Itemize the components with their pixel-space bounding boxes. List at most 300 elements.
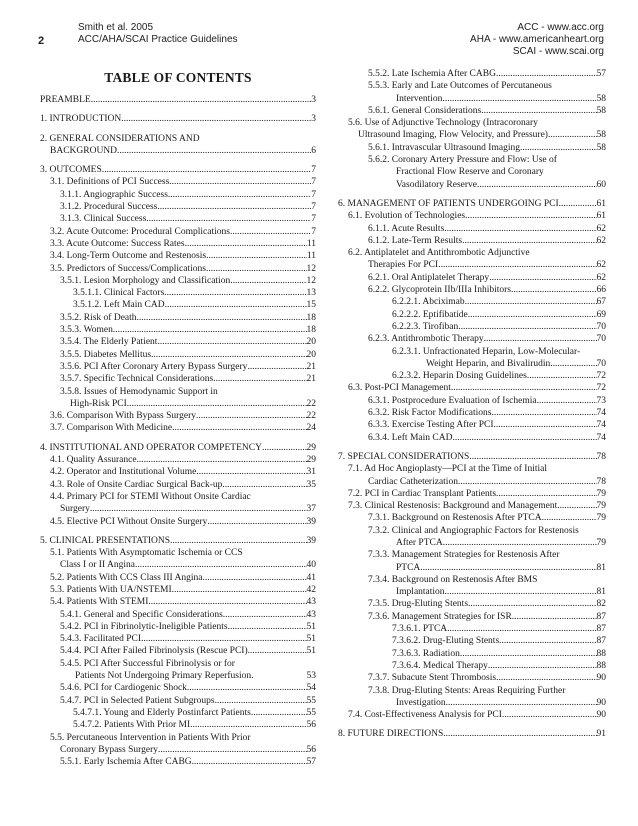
running-header-right (470, 22, 604, 58)
toc-entry-title: 6.1.1. Acute Results (368, 223, 445, 234)
toc-entry-page: 90 (596, 697, 606, 708)
toc-entry-page: 53 (306, 671, 316, 682)
toc-entry-page: 78 (596, 451, 606, 462)
toc-entry-page: 18 (306, 325, 316, 336)
toc-entry (40, 454, 316, 466)
toc-leader-dots (465, 210, 596, 222)
toc-entry (338, 500, 606, 512)
toc-entry-title: Vasodilatory Reserve (396, 179, 477, 190)
toc-entry-title: 7.3.8. Drug-Eluting Stents: Areas Requiring Further (368, 685, 566, 696)
toc-entry-page: 74 (596, 408, 606, 419)
toc-entry (338, 370, 606, 382)
toc-entry-title: PREAMBLE (40, 95, 91, 105)
toc-entry-title: 6.2.2.3. Tirofiban (392, 321, 459, 332)
toc-entry (40, 503, 316, 515)
toc-leader-dots (251, 707, 307, 719)
toc-entry (40, 695, 316, 707)
toc-entry-page: 74 (596, 432, 606, 443)
toc-entry (338, 247, 606, 259)
toc-entry (40, 707, 316, 719)
toc-leader-dots (511, 284, 597, 296)
toc-entry (40, 732, 316, 744)
toc-entry-title: 6.2.2. Glycoprotein IIb/IIIa Inhibitors (368, 285, 511, 296)
toc-entry-page: 69 (596, 309, 606, 320)
toc-leader-dots (489, 272, 596, 284)
toc-entry-page: 12 (306, 263, 316, 274)
toc-entry (338, 672, 606, 684)
toc-entry-title: Implantation (396, 587, 445, 598)
toc-entry-page: 11 (306, 251, 316, 262)
toc-leader-dots (190, 719, 306, 731)
toc-entry-title: 6.3.3. Exercise Testing After PCI (368, 420, 494, 431)
toc-entry-title: 5.4.2. PCI in Fibrinolytic-Ineligible Patients (60, 621, 228, 632)
toc-entry (338, 309, 606, 321)
toc-entry-page: 79 (596, 513, 606, 524)
toc-entry (338, 198, 606, 210)
toc-entry-page: 55 (306, 695, 316, 706)
toc-leader-dots (443, 728, 596, 740)
toc-entry (338, 525, 606, 537)
toc-entry (338, 611, 606, 623)
toc-entry-title: 3.2. Acute Outcome: Procedural Complications (50, 226, 230, 237)
toc-entry (40, 491, 316, 503)
toc-entry-title: 7.2. PCI in Cardiac Transplant Patients (348, 488, 497, 499)
toc-entry-title: 7.3.6.1. PTCA (392, 624, 448, 635)
toc-leader-dots (121, 113, 311, 125)
toc-entry-title: Weight Heparin, and Bivalirudin (426, 358, 551, 369)
toc-leader-dots (520, 142, 597, 154)
toc-entry (40, 386, 316, 398)
toc-entry (40, 133, 316, 145)
toc-entry (338, 346, 606, 358)
toc-entry-page: 21 (306, 374, 316, 385)
toc-entry-title: 5.4.1. General and Specific Considerations (60, 609, 223, 620)
toc-entry (40, 324, 316, 336)
toc-leader-dots (207, 516, 306, 528)
toc-entry-page: 7 (311, 226, 316, 237)
toc-entry (338, 210, 606, 222)
toc-leader-dots (148, 596, 306, 608)
toc-entry-title: 6.2.2.2. Eptifibatide (392, 309, 468, 320)
toc-entry-page: 70 (596, 358, 606, 369)
toc-leader-dots (135, 559, 307, 571)
toc-entry-page: 91 (596, 729, 606, 740)
toc-entry-title: 3.7. Comparison With Medicine (50, 423, 173, 434)
toc-entry-title: 3.5.1.1. Clinical Factors (73, 288, 165, 299)
toc-entry-page: 88 (596, 648, 606, 659)
toc-entry (338, 512, 606, 524)
toc-entry-title: PTCA (396, 562, 421, 573)
toc-entry-title: 1. INTRODUCTION (40, 114, 122, 125)
toc-entry-title: 3.1. Definitions of PCI Success (50, 177, 170, 188)
toc-entry-title: 7.3.2. Clinical and Angiographic Factors for Restenosis (368, 525, 579, 536)
toc-entry (40, 584, 316, 596)
toc-leader-dots (465, 296, 597, 308)
toc-entry-title: 6.2.2.1. Abciximab (392, 297, 465, 308)
toc-leader-dots (496, 672, 596, 684)
toc-leader-dots (447, 623, 596, 635)
toc-entry-title: 5.4.7. PCI in Selected Patient Subgroups (60, 695, 215, 706)
toc-leader-dots (496, 488, 596, 500)
toc-entry-title: 5.3. Patients With UA/NSTEMI (50, 584, 172, 595)
toc-entry (40, 287, 316, 299)
toc-entry-title: Patients Not Undergoing Primary Reperfusion. (75, 671, 254, 682)
toc-entry (338, 549, 606, 561)
toc-entry-title: 7. SPECIAL CONSIDERATIONS (338, 451, 470, 462)
toc-leader-dots (206, 250, 307, 262)
toc-entry (40, 559, 316, 571)
toc-leader-dots (262, 442, 307, 454)
toc-entry-title: 7.3.3. Management Strategies for Restenosis After (368, 550, 560, 561)
toc-entry-title: 6.2. Antiplatelet and Antithrombotic Adjunctive (348, 248, 530, 259)
toc-entry-title: 7.4. Cost-Effectiveness Analysis for PCI (348, 710, 502, 721)
toc-entry (338, 235, 606, 247)
toc-entry-page: 22 (306, 398, 316, 409)
toc-entry-title: 6.3.2. Risk Factor Modifications (368, 408, 492, 419)
toc-entry-page: 40 (306, 560, 316, 571)
toc-entry-title: 6.3. Post-PCI Management (348, 383, 451, 394)
toc-entry-title: 5.5.2. Late Ischemia After CABG (368, 69, 496, 79)
toc-entry-title: 6.1. Evolution of Technologies (348, 211, 466, 222)
toc-leader-dots (90, 503, 307, 515)
toc-leader-dots (203, 572, 307, 584)
toc-entry (40, 682, 316, 694)
toc-leader-dots (172, 584, 307, 596)
toc-entry-title: 6. MANAGEMENT OF PATIENTS UNDERGOING PCI (338, 198, 559, 209)
toc-leader-dots (230, 275, 306, 287)
toc-leader-dots (442, 93, 596, 105)
header-journal: ACC/AHA/SCAI Practice Guidelines (78, 34, 238, 45)
toc-entry (338, 476, 606, 488)
toc-leader-dots (247, 361, 306, 373)
toc-leader-dots (550, 358, 596, 370)
toc-entry-page: 12 (306, 275, 316, 286)
toc-entry (338, 321, 606, 333)
toc-entry-page: 3 (311, 114, 316, 125)
header-site-aha: AHA - www.americanheart.org (470, 34, 604, 45)
toc-entry (40, 176, 316, 188)
toc-entry (338, 562, 606, 574)
toc-leader-dots (185, 238, 307, 250)
toc-entry-title: Fractional Flow Reserve and Coronary (396, 167, 544, 178)
toc-entry-page: 51 (306, 621, 316, 632)
toc-entry-page: 81 (596, 562, 606, 573)
toc-entry (40, 373, 316, 385)
toc-entry (338, 660, 606, 672)
toc-entry-page: 43 (306, 597, 316, 608)
toc-entry-page: 7 (311, 202, 316, 213)
toc-entry-title: 3. OUTCOMES (40, 165, 102, 176)
toc-entry-page: 56 (306, 720, 316, 731)
toc-entry-title: After PTCA (396, 537, 443, 548)
toc-entry-title: 3.1.2. Procedural Success (60, 202, 158, 213)
toc-column-right (338, 68, 606, 741)
toc-entry-title: 4. INSTITUTIONAL AND OPERATOR COMPETENCY (40, 442, 262, 453)
toc-entry-title: Investigation (396, 697, 446, 708)
toc-leader-dots (164, 287, 306, 299)
toc-entry-page: 56 (306, 744, 316, 755)
toc-leader-dots (438, 259, 596, 271)
toc-entry-page: 42 (306, 584, 316, 595)
toc-entry-title: 5.6.1. Intravascular Ultrasound Imaging (368, 142, 520, 153)
toc-entry-title: 7.3.5. Drug-Eluting Stents (368, 599, 469, 610)
toc-entry-page: 87 (596, 624, 606, 635)
toc-entry-page: 62 (596, 223, 606, 234)
toc-leader-dots (223, 609, 307, 621)
toc-entry-title: 4.5. Elective PCI Without Onsite Surgery (50, 516, 208, 527)
toc-entry (40, 263, 316, 275)
toc-entry (338, 395, 606, 407)
toc-entry (338, 648, 606, 660)
toc-leader-dots (172, 422, 306, 434)
toc-entry (40, 756, 316, 768)
toc-entry-title: 5.6. Use of Adjunctive Technology (Intracoronary (348, 118, 538, 129)
toc-entry (338, 463, 606, 475)
toc-entry (40, 275, 316, 287)
toc-entry (338, 93, 606, 105)
toc-leader-dots (157, 336, 306, 348)
toc-entry-title: Therapies For PCI (368, 260, 439, 271)
toc-entry (338, 488, 606, 500)
toc-entry-title: 5.5.1. Early Ischemia After CABG (60, 757, 192, 768)
toc-entry-title: Coronary Bypass Surgery (60, 744, 158, 755)
toc-entry-page: 29 (306, 442, 316, 453)
toc-entry (338, 432, 606, 444)
toc-leader-dots (458, 476, 597, 488)
toc-entry (40, 213, 316, 225)
toc-entry-page: 72 (596, 383, 606, 394)
toc-entry-title: 7.3.4. Background on Restenosis After BMS (368, 574, 538, 585)
toc-entry-title: 4.1. Quality Assurance (50, 455, 137, 466)
toc-entry (338, 284, 606, 296)
toc-entry-title: 3.5.8. Issues of Hemodynamic Support in (60, 386, 218, 397)
toc-leader-dots (542, 512, 597, 524)
toc-entry-page: 62 (596, 260, 606, 271)
toc-leader-dots (458, 321, 596, 333)
toc-leader-dots (187, 682, 307, 694)
toc-leader-dots (512, 611, 597, 623)
toc-entry-page: 37 (306, 504, 316, 515)
toc-entry-title: 3.6. Comparison With Bypass Surgery (50, 411, 196, 422)
toc-leader-dots (469, 451, 596, 463)
toc-entry-page: 66 (596, 285, 606, 296)
toc-entry-page: 62 (596, 235, 606, 246)
toc-leader-dots (446, 697, 597, 709)
header-site-acc: ACC - www.acc.org (517, 22, 604, 33)
toc-entry-page: 24 (306, 423, 316, 434)
toc-leader-dots (127, 398, 307, 410)
toc-leader-dots (206, 263, 307, 275)
toc-leader-dots (196, 466, 306, 478)
toc-entry (40, 633, 316, 645)
toc-leader-dots (492, 407, 597, 419)
toc-entry-page: 61 (596, 211, 606, 222)
toc-entry-title: 5.6.1. General Considerations (368, 105, 482, 116)
toc-entry (40, 164, 316, 176)
toc-entry-title: 6.3.1. Postprocedure Evaluation of Ischemia (368, 395, 537, 406)
toc-entry-page: 7 (311, 214, 316, 225)
toc-entry-page: 21 (306, 361, 316, 372)
toc-entry (40, 596, 316, 608)
toc-entry-page: 62 (596, 272, 606, 283)
toc-leader-dots (481, 105, 596, 117)
toc-entry-title: 7.3.6.4. Medical Therapy (392, 660, 488, 671)
toc-entry-page: 54 (306, 683, 316, 694)
toc-entry (40, 547, 316, 559)
running-header-left (40, 22, 238, 46)
toc-entry (338, 105, 606, 117)
toc-leader-dots (137, 454, 307, 466)
toc-entry-title: 5.4.7.1. Young and Elderly Postinfarct Patients (73, 707, 251, 718)
toc-entry-page: 51 (306, 646, 316, 657)
toc-entry-title: Intervention (396, 93, 443, 104)
toc-entry (40, 113, 316, 125)
toc-leader-dots (151, 349, 306, 361)
toc-entry-page: 20 (306, 349, 316, 360)
toc-entry (338, 685, 606, 697)
toc-entry (338, 728, 606, 740)
toc-leader-dots (502, 709, 597, 721)
toc-leader-dots (488, 660, 597, 672)
toc-entry-page: 79 (596, 537, 606, 548)
toc-entry-page: 82 (596, 599, 606, 610)
toc-entry-title: 3.5.5. Diabetes Mellitus (60, 349, 152, 360)
toc-entry-page: 79 (596, 488, 606, 499)
toc-entry-title: 3.5.1.2. Left Main CAD (73, 300, 165, 311)
toc-entry-page: 41 (306, 572, 316, 583)
toc-leader-dots (537, 395, 597, 407)
toc-leader-dots (169, 176, 311, 188)
toc-leader-dots (170, 535, 306, 547)
toc-entry (338, 697, 606, 709)
toc-entry (40, 658, 316, 670)
toc-entry (40, 479, 316, 491)
toc-entry-page: 39 (306, 516, 316, 527)
toc-entry-page: 35 (306, 479, 316, 490)
toc-leader-dots (141, 633, 306, 645)
toc-entry (40, 572, 316, 584)
toc-leader-dots (468, 598, 596, 610)
toc-entry-title: 3.5.1. Lesion Morphology and Classification (60, 275, 231, 286)
toc-entry (40, 226, 316, 238)
toc-entry-page: 58 (596, 105, 606, 116)
toc-entry-page: 58 (596, 142, 606, 153)
toc-entry (338, 333, 606, 345)
toc-entry (40, 250, 316, 262)
toc-entry-title: 3.4. Long-Term Outcome and Restenosis (50, 251, 207, 262)
toc-leader-dots (460, 648, 597, 660)
toc-entry-title: 3.1.3. Clinical Success (60, 214, 147, 225)
toc-entry-title: 5.4. Patients With STEMI (50, 597, 149, 608)
toc-entry (338, 598, 606, 610)
toc-entry-page: 88 (596, 660, 606, 671)
toc-leader-dots (445, 586, 597, 598)
toc-entry-title: 8. FUTURE DIRECTIONS (338, 729, 444, 740)
toc-leader-dots (444, 223, 596, 235)
header-author: Smith et al. 2005 (78, 22, 154, 33)
toc-leader-dots (137, 312, 307, 324)
toc-entry-title: 5.4.7.2. Patients With Prior MI (73, 720, 191, 731)
toc-entry-title: Ultrasound Imaging, Flow Velocity, and Pressure) (358, 130, 548, 141)
toc-entry-title: 6.3.4. Left Main CAD (368, 432, 453, 443)
toc-leader-dots (213, 373, 306, 385)
toc-column-left (40, 68, 316, 768)
toc-leader-dots (494, 419, 597, 431)
toc-entry-title: 3.5.7. Specific Technical Considerations (60, 374, 214, 385)
toc-entry-title: 6.2.3.2. Heparin Dosing Guidelines (392, 371, 527, 382)
toc-entry-page: 57 (596, 69, 606, 79)
toc-entry-title: 7.3.6.2. Drug-Eluting Stents (392, 636, 500, 647)
toc-entry-title: Class I or II Angina (60, 560, 135, 571)
toc-leader-dots (527, 370, 597, 382)
toc-entry-title: 5.4.4. PCI After Failed Fibrinolysis (Rescue PCI) (60, 646, 248, 657)
toc-leader-dots (91, 94, 312, 106)
toc-entry-title: BACKGROUND (50, 145, 118, 156)
toc-entry (40, 609, 316, 621)
toc-entry-page: 7 (311, 165, 316, 176)
toc-entry-page: 51 (306, 634, 316, 645)
toc-entry-title: 7.3. Clinical Restenosis: Background and Management (348, 501, 558, 512)
toc-entry-page: 81 (596, 587, 606, 598)
toc-entry-page: 55 (306, 707, 316, 718)
toc-leader-dots (477, 179, 597, 191)
toc-leader-dots (117, 145, 311, 157)
toc-entry-title: 5.4.6. PCI for Cardiogenic Shock (60, 683, 187, 694)
toc-entry-page: 90 (596, 710, 606, 721)
toc-leader-dots (222, 479, 306, 491)
toc-entry (338, 419, 606, 431)
toc-entry (40, 145, 316, 157)
toc-entry-title: High-Risk PCI (70, 398, 127, 409)
toc-entry (40, 670, 316, 682)
toc-entry-page: 61 (596, 198, 606, 209)
toc-entry (40, 744, 316, 756)
toc-entry-page: 58 (596, 93, 606, 104)
toc-entry-title: 7.3.1. Background on Restenosis After PTCA (368, 513, 542, 524)
toc-entry-title: 5.4.3. Facilitated PCI (60, 634, 142, 645)
toc-entry-title: 2. GENERAL CONSIDERATIONS AND (40, 133, 200, 144)
toc-entry-page: 60 (596, 179, 606, 190)
toc-entry (338, 272, 606, 284)
toc-leader-dots (499, 635, 596, 647)
toc-entry (40, 238, 316, 250)
header-site-scai: SCAI - www.scai.org (512, 46, 604, 57)
toc-entry-page: 70 (596, 334, 606, 345)
toc-leader-dots (496, 68, 597, 80)
toc-leader-dots (158, 744, 307, 756)
toc-entry (40, 201, 316, 213)
toc-entry-page: 87 (596, 611, 606, 622)
toc-entry (40, 442, 316, 454)
toc-entry (338, 635, 606, 647)
toc-entry (40, 719, 316, 731)
toc-entry (338, 154, 606, 166)
toc-entry-page: 7 (311, 189, 316, 200)
toc-entry-page: 18 (306, 312, 316, 323)
toc-entry-page: 43 (306, 609, 316, 620)
toc-entry-page: 39 (306, 535, 316, 546)
toc-entry-title: 3.5. Predictors of Success/Complications (50, 263, 206, 274)
toc-entry-title: 7.3.6. Management Strategies for ISR (368, 611, 512, 622)
toc-entry-page: 74 (596, 420, 606, 431)
toc-leader-dots (248, 645, 307, 657)
toc-entry-page: 90 (596, 673, 606, 684)
toc-entry (40, 645, 316, 657)
toc-entry-title: 3.1.1. Angiographic Success (60, 189, 168, 200)
toc-leader-dots (192, 756, 307, 768)
toc-entry-page: 3 (311, 95, 316, 105)
toc-entry-page: 22 (306, 411, 316, 422)
